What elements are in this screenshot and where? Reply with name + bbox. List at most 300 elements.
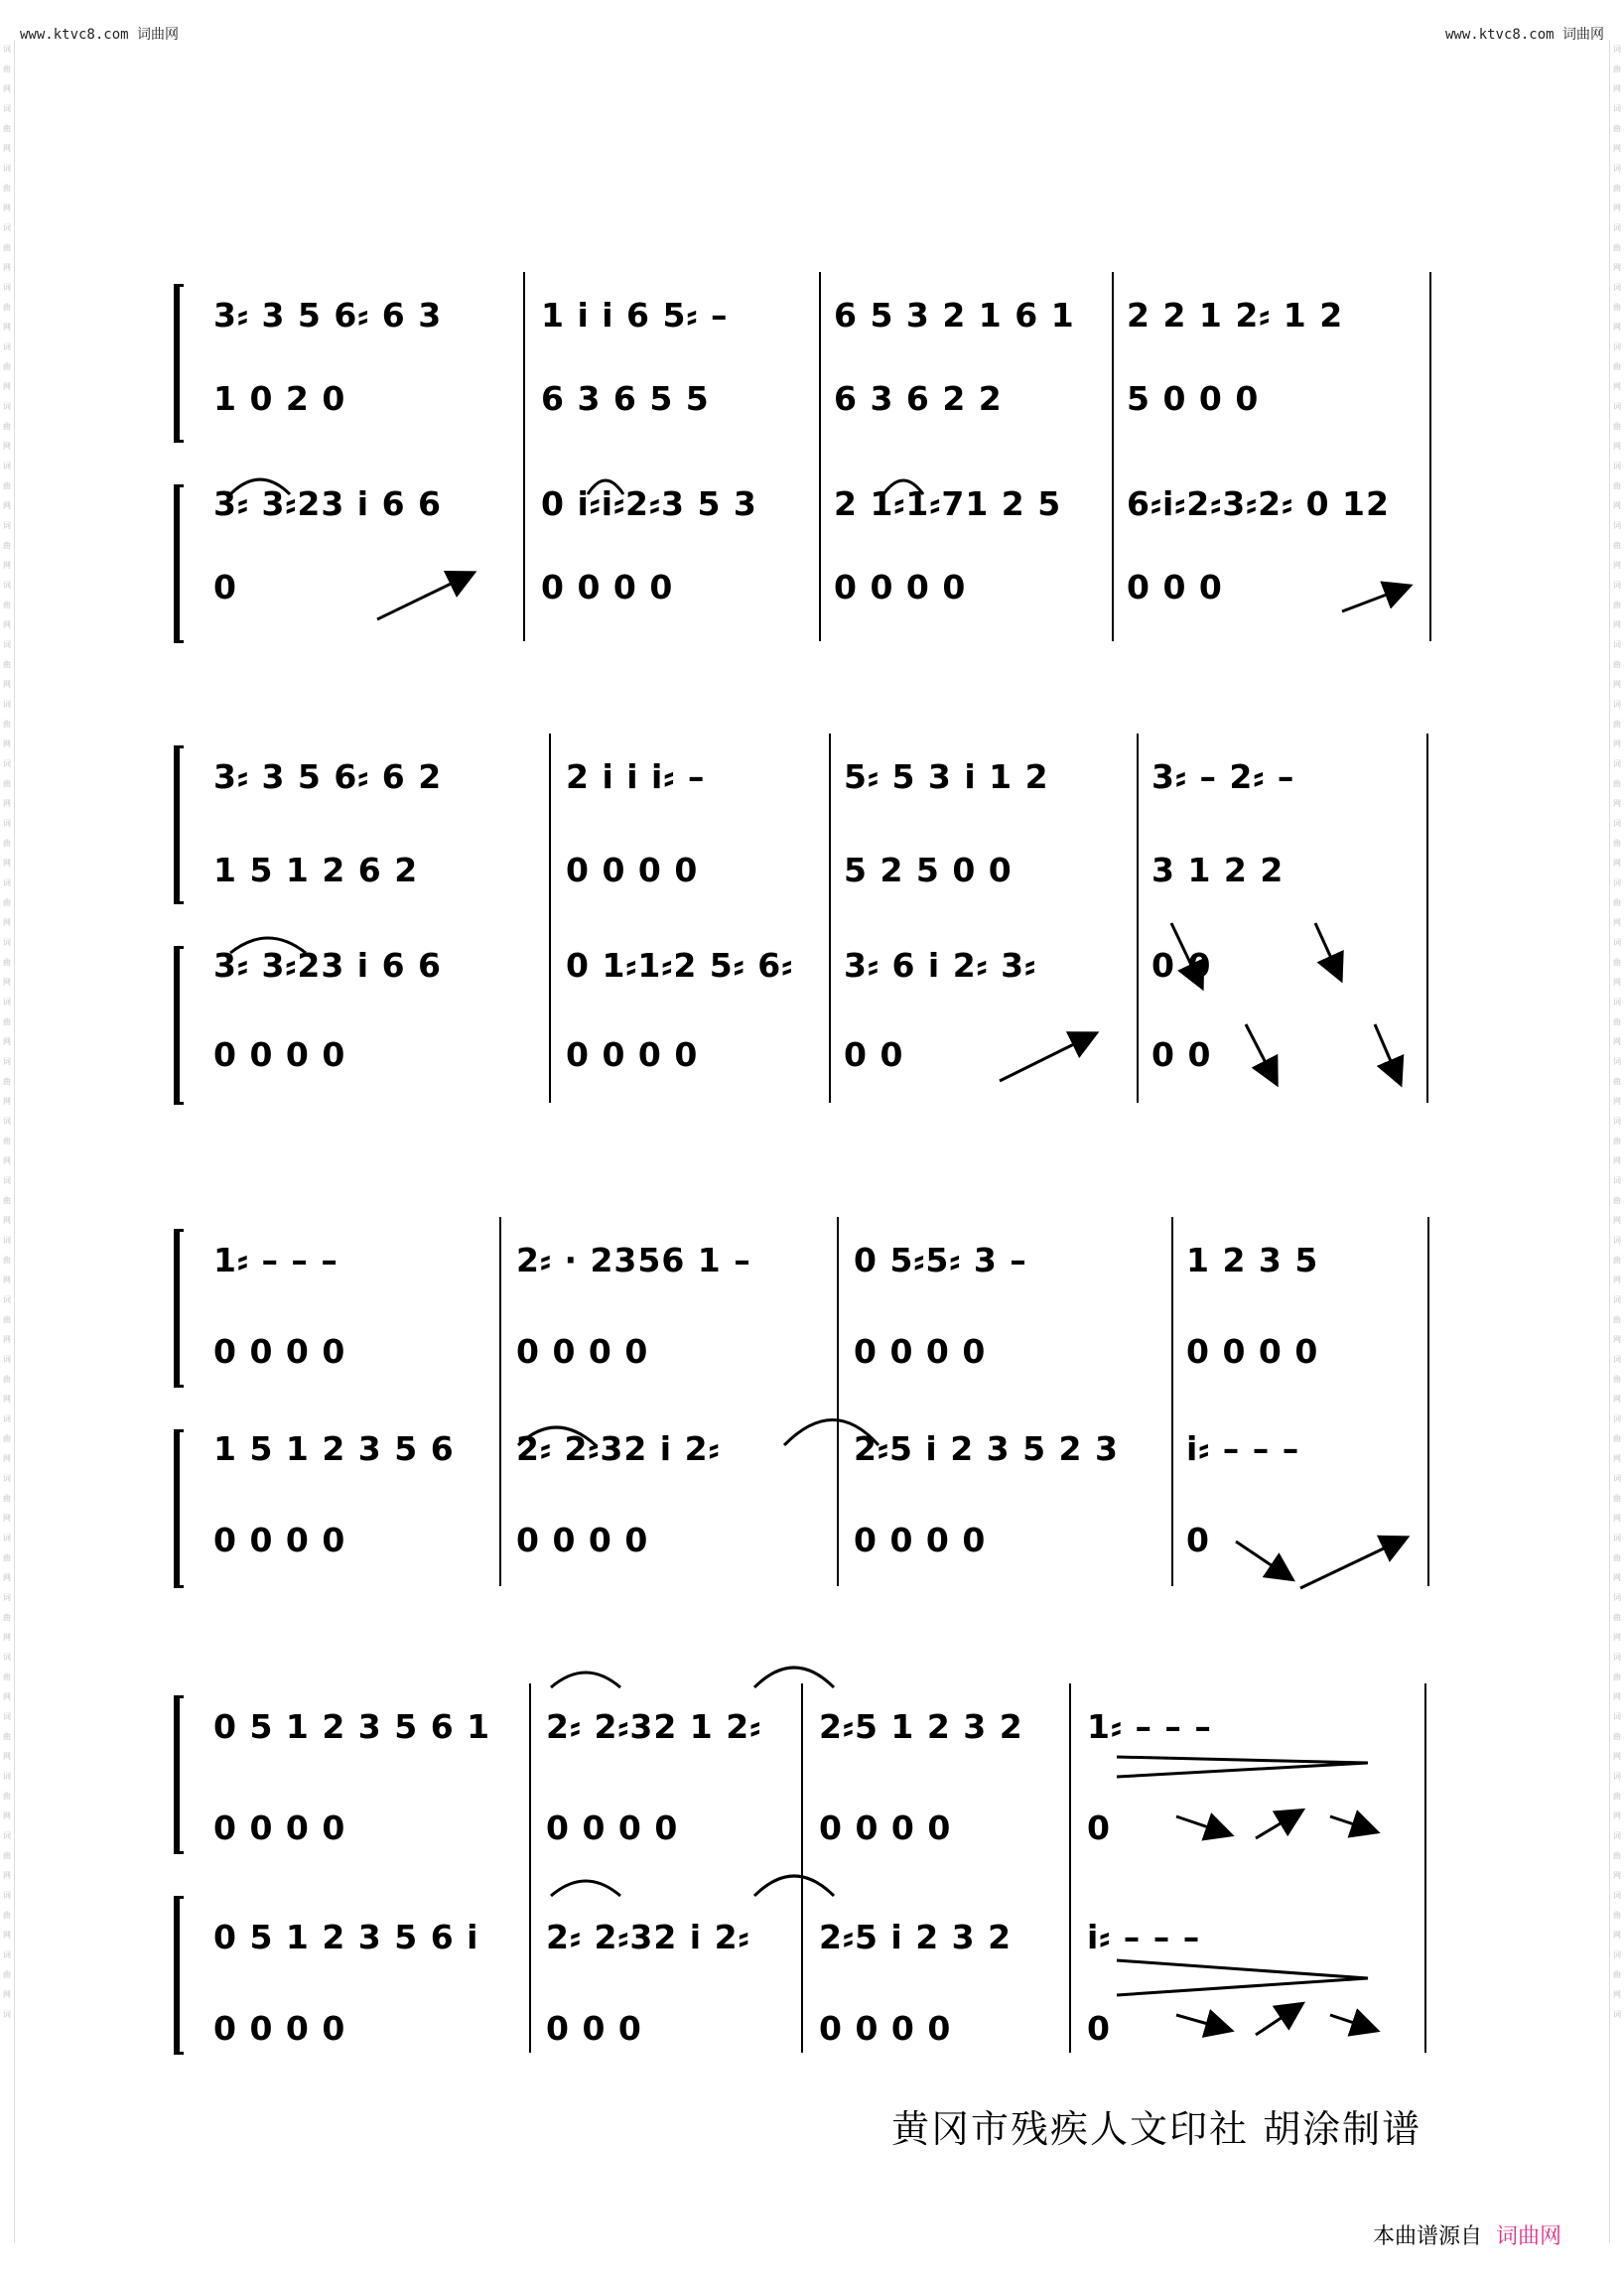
watermark-glyph: 曲 — [3, 1732, 11, 1741]
watermark-glyph: 词 — [3, 1772, 11, 1781]
watermark-glyph: 曲 — [3, 1673, 11, 1681]
watermark-glyph: 曲 — [3, 1851, 11, 1860]
watermark-glyph: 曲 — [1613, 1792, 1621, 1801]
measure: 0 0 0 0 — [546, 1809, 679, 1847]
watermark-glyph: 网 — [1613, 203, 1621, 212]
watermark-glyph: 曲 — [3, 243, 11, 252]
watermark-glyph: 网 — [1613, 1633, 1621, 1642]
watermark-glyph: 词 — [3, 402, 11, 411]
staff-bracket — [174, 1429, 184, 1588]
watermark-glyph: 网 — [3, 1692, 11, 1701]
measure: 3⸗ 6 i 2⸗ 3⸗ — [844, 946, 1037, 985]
measure: 0 5⸗5⸗ 3 – — [854, 1241, 1027, 1279]
watermark-glyph: 曲 — [3, 1613, 11, 1622]
staff-bracket — [174, 1695, 184, 1854]
watermark-glyph: 词 — [1613, 402, 1621, 411]
watermark-glyph: 网 — [3, 1514, 11, 1523]
notation-line — [213, 1503, 1444, 1586]
watermark-glyph: 词 — [3, 104, 11, 113]
notation-line — [213, 1791, 1444, 1874]
watermark-glyph: 曲 — [3, 601, 11, 609]
watermark-glyph: 曲 — [3, 1494, 11, 1503]
watermark-glyph: 词 — [1613, 1355, 1621, 1364]
watermark-glyph: 网 — [3, 263, 11, 272]
watermark-glyph: 网 — [3, 203, 11, 212]
measure: 6⸗i⸗2⸗3⸗2⸗ 0 12 — [1127, 484, 1390, 523]
watermark-glyph: 网 — [3, 1871, 11, 1880]
measure: 0 0 0 0 — [213, 1035, 346, 1074]
measure: 3⸗ – 2⸗ – — [1151, 757, 1295, 796]
watermark-glyph: 网 — [3, 561, 11, 570]
watermark-glyph: 词 — [1613, 164, 1621, 173]
source-prefix: 本曲谱源自 — [1373, 2224, 1483, 2249]
watermark-glyph: 词 — [1613, 462, 1621, 470]
measure: 2⸗ · 2356 1 – — [516, 1241, 751, 1279]
measure: 0 0 0 0 — [566, 851, 699, 889]
watermark-glyph: 网 — [1613, 1931, 1621, 1940]
measure: 3⸗ 3⸗23 i 6 6 — [213, 484, 443, 523]
watermark-glyph: 曲 — [1613, 839, 1621, 848]
watermark-glyph: 曲 — [3, 1137, 11, 1145]
watermark-glyph: 网 — [3, 1395, 11, 1404]
watermark-glyph: 网 — [3, 620, 11, 629]
watermark-glyph: 词 — [3, 700, 11, 709]
watermark-glyph: 词 — [3, 521, 11, 530]
watermark-glyph: 词 — [3, 164, 11, 173]
watermark-glyph: 曲 — [3, 1970, 11, 1979]
score-system-3 — [174, 1213, 1444, 1590]
watermark-glyph: 词 — [1613, 1414, 1621, 1423]
watermark-glyph: 网 — [3, 1573, 11, 1582]
right-watermark-strip — [1609, 40, 1624, 2243]
watermark-glyph: 词 — [3, 45, 11, 54]
watermark-glyph: 网 — [3, 1633, 11, 1642]
watermark-glyph: 曲 — [3, 1256, 11, 1265]
watermark-glyph: 词 — [3, 640, 11, 649]
watermark-glyph: 网 — [1613, 1216, 1621, 1225]
measure: 2⸗5 i 2 3 5 2 3 — [854, 1429, 1119, 1468]
measure: 0 0 — [844, 1035, 904, 1074]
watermark-glyph: 网 — [3, 382, 11, 391]
watermark-glyph: 网 — [1613, 144, 1621, 153]
watermark-glyph: 曲 — [1613, 1315, 1621, 1324]
watermark-glyph: 曲 — [1613, 1375, 1621, 1384]
watermark-glyph: 词 — [3, 1831, 11, 1840]
watermark-glyph: 曲 — [1613, 958, 1621, 967]
measure: 0 0 0 0 — [566, 1035, 699, 1074]
watermark-glyph: 词 — [1613, 521, 1621, 530]
watermark-glyph: 曲 — [3, 898, 11, 907]
header-left-watermark: www.ktvc8.com 词曲网 — [20, 27, 180, 43]
watermark-glyph: 网 — [3, 739, 11, 748]
notation-line — [213, 1991, 1444, 2075]
watermark-glyph: 曲 — [1613, 1911, 1621, 1920]
watermark-glyph: 网 — [3, 1156, 11, 1165]
measure: 0 — [1087, 1809, 1111, 1847]
watermark-glyph: 曲 — [1613, 1553, 1621, 1562]
watermark-glyph: 曲 — [1613, 1077, 1621, 1086]
measure: 6 3 6 2 2 — [834, 379, 1003, 418]
watermark-glyph: 曲 — [3, 1911, 11, 1920]
watermark-glyph: 词 — [1613, 283, 1621, 292]
watermark-glyph: 网 — [3, 1275, 11, 1284]
notation-line — [213, 1689, 1444, 1773]
watermark-glyph: 词 — [3, 878, 11, 887]
watermark-glyph: 网 — [1613, 918, 1621, 927]
watermark-glyph: 曲 — [3, 779, 11, 788]
notation-line — [213, 1223, 1444, 1306]
watermark-glyph: 词 — [1613, 819, 1621, 828]
measure: 3⸗ 3 5 6⸗ 6 2 — [213, 757, 443, 796]
measure: 0 5 1 2 3 5 6 1 — [213, 1707, 491, 1746]
watermark-glyph: 网 — [1613, 1811, 1621, 1820]
measure: 2 i i i⸗ – — [566, 757, 706, 796]
watermark-glyph: 词 — [1613, 1593, 1621, 1602]
watermark-glyph: 曲 — [3, 422, 11, 431]
notation-line — [213, 928, 1444, 1011]
watermark-glyph: 词 — [3, 1176, 11, 1185]
watermark-glyph: 网 — [1613, 263, 1621, 272]
measure: 2⸗5 i 2 3 2 — [819, 1918, 1013, 1956]
watermark-glyph: 网 — [3, 501, 11, 510]
watermark-glyph: 网 — [1613, 1037, 1621, 1046]
source-brand-link[interactable]: 词曲网 — [1496, 2224, 1562, 2249]
watermark-glyph: 网 — [1613, 1395, 1621, 1404]
watermark-glyph: 词 — [3, 1950, 11, 1959]
watermark-glyph: 词 — [3, 223, 11, 232]
watermark-glyph: 词 — [3, 1593, 11, 1602]
watermark-glyph: 网 — [3, 323, 11, 332]
watermark-glyph: 网 — [3, 859, 11, 868]
measure: 0 0 — [1151, 1035, 1212, 1074]
watermark-glyph: 曲 — [1613, 779, 1621, 788]
measure: 1 5 1 2 6 2 — [213, 851, 419, 889]
watermark-glyph: 词 — [1613, 1176, 1621, 1185]
watermark-glyph: 网 — [1613, 1990, 1621, 1999]
watermark-glyph: 网 — [1613, 680, 1621, 689]
staff-bracket — [174, 1896, 184, 2055]
watermark-glyph: 词 — [1613, 1236, 1621, 1245]
watermark-glyph: 词 — [3, 759, 11, 768]
watermark-glyph: 词 — [3, 1474, 11, 1483]
watermark-glyph: 词 — [1613, 45, 1621, 54]
measure: 0 5 1 2 3 5 6 i — [213, 1918, 479, 1956]
watermark-glyph: 曲 — [3, 481, 11, 490]
measure: 3 1 2 2 — [1151, 851, 1285, 889]
watermark-glyph: 曲 — [1613, 1851, 1621, 1860]
measure: 2⸗ 2⸗32 i 2⸗ — [546, 1918, 750, 1956]
watermark-glyph: 网 — [3, 1335, 11, 1344]
watermark-glyph: 曲 — [3, 1553, 11, 1562]
watermark-glyph: 词 — [3, 462, 11, 470]
measure: 0 — [1186, 1521, 1210, 1559]
notation-line — [213, 1314, 1444, 1398]
watermark-glyph: 网 — [1613, 1573, 1621, 1582]
measure: 0 i⸗i⸗2⸗3 5 3 — [541, 484, 757, 523]
watermark-glyph: 网 — [1613, 1097, 1621, 1106]
watermark-glyph: 词 — [1613, 1534, 1621, 1542]
watermark-glyph: 词 — [3, 1653, 11, 1662]
watermark-glyph: 曲 — [1613, 720, 1621, 729]
watermark-glyph: 网 — [1613, 1692, 1621, 1701]
watermark-glyph: 词 — [3, 1712, 11, 1721]
watermark-glyph: 词 — [1613, 1772, 1621, 1781]
measure: 2 2 1 2⸗ 1 2 — [1127, 296, 1344, 335]
watermark-glyph: 曲 — [3, 1315, 11, 1324]
header-right-watermark: www.ktvc8.com 词曲网 — [1444, 27, 1604, 43]
watermark-glyph: 网 — [1613, 84, 1621, 93]
measure: 0 0 0 0 — [834, 568, 967, 606]
staff-bracket — [174, 745, 184, 904]
watermark-glyph: 曲 — [1613, 1673, 1621, 1681]
measure: 0 0 0 0 — [541, 568, 674, 606]
watermark-glyph: 网 — [3, 1931, 11, 1940]
watermark-glyph: 网 — [1613, 442, 1621, 451]
watermark-glyph: 网 — [3, 1752, 11, 1761]
watermark-glyph: 曲 — [1613, 898, 1621, 907]
watermark-glyph: 网 — [1613, 1871, 1621, 1880]
watermark-glyph: 词 — [1613, 342, 1621, 351]
measure: 1⸗ – – – — [213, 1241, 338, 1279]
watermark-glyph: 词 — [3, 581, 11, 590]
watermark-glyph: 网 — [1613, 323, 1621, 332]
watermark-glyph: 曲 — [3, 720, 11, 729]
watermark-glyph: 曲 — [1613, 1196, 1621, 1205]
watermark-glyph: 词 — [1613, 1712, 1621, 1721]
watermark-glyph: 网 — [3, 1811, 11, 1820]
watermark-glyph: 曲 — [3, 124, 11, 133]
watermark-glyph: 曲 — [1613, 481, 1621, 490]
measure: 0 0 0 0 — [516, 1521, 649, 1559]
watermark-glyph: 网 — [3, 1216, 11, 1225]
watermark-glyph: 词 — [1613, 1950, 1621, 1959]
measure: 0 0 0 0 — [213, 1332, 346, 1371]
watermark-glyph: 网 — [3, 84, 11, 93]
watermark-glyph: 词 — [3, 2010, 11, 2019]
watermark-glyph: 网 — [1613, 1752, 1621, 1761]
watermark-glyph: 网 — [3, 978, 11, 987]
watermark-glyph: 词 — [1613, 1295, 1621, 1304]
watermark-glyph: 词 — [1613, 878, 1621, 887]
watermark-glyph: 曲 — [3, 958, 11, 967]
notation-line — [213, 1900, 1444, 1983]
watermark-glyph: 词 — [1613, 938, 1621, 947]
watermark-glyph: 网 — [1613, 1156, 1621, 1165]
watermark-glyph: 词 — [1613, 640, 1621, 649]
watermark-glyph: 词 — [1613, 1057, 1621, 1066]
watermark-glyph: 词 — [1613, 1831, 1621, 1840]
arranger-credit: 黄冈市残疾人文印社 胡涂制谱 — [891, 2107, 1422, 2151]
measure: 3⸗ 3⸗23 i 6 6 — [213, 946, 443, 985]
watermark-glyph: 曲 — [3, 1077, 11, 1086]
measure: i⸗ – – – — [1186, 1429, 1300, 1468]
staff-bracket — [174, 284, 184, 443]
measure: 2⸗ 2⸗32 i 2⸗ — [516, 1429, 721, 1468]
watermark-glyph: 曲 — [1613, 65, 1621, 73]
watermark-glyph: 词 — [3, 283, 11, 292]
watermark-glyph: 词 — [3, 998, 11, 1006]
measure: 0 0 0 0 — [854, 1521, 987, 1559]
measure: 0 — [213, 568, 237, 606]
measure: 0 1⸗1⸗2 5⸗ 6⸗ — [566, 946, 794, 985]
watermark-glyph: 网 — [3, 799, 11, 808]
watermark-glyph: 曲 — [3, 1792, 11, 1801]
score-system-2 — [174, 730, 1444, 1107]
measure: 1 2 3 5 — [1186, 1241, 1319, 1279]
measure: 0 0 0 0 — [213, 1521, 346, 1559]
watermark-glyph: 曲 — [1613, 1017, 1621, 1026]
watermark-glyph: 词 — [1613, 104, 1621, 113]
notation-line — [213, 739, 1444, 823]
watermark-glyph: 曲 — [1613, 184, 1621, 193]
watermark-glyph: 曲 — [1613, 1494, 1621, 1503]
watermark-glyph: 词 — [1613, 700, 1621, 709]
watermark-glyph: 曲 — [1613, 1256, 1621, 1265]
notation-line — [213, 361, 1444, 445]
staff-bracket — [174, 946, 184, 1105]
measure: 0 0 0 0 — [213, 1809, 346, 1847]
watermark-glyph: 曲 — [1613, 362, 1621, 371]
watermark-glyph: 曲 — [1613, 601, 1621, 609]
measure: i⸗ – – – — [1087, 1918, 1201, 1956]
measure: 0 — [1087, 2009, 1111, 2048]
watermark-glyph: 曲 — [3, 1017, 11, 1026]
watermark-glyph: 网 — [1613, 1454, 1621, 1463]
watermark-glyph: 曲 — [1613, 1732, 1621, 1741]
watermark-glyph: 网 — [3, 918, 11, 927]
notation-line — [213, 467, 1444, 550]
watermark-glyph: 网 — [1613, 561, 1621, 570]
watermark-glyph: 网 — [3, 680, 11, 689]
watermark-glyph: 词 — [1613, 998, 1621, 1006]
measure: 2⸗ 2⸗32 1 2⸗ — [546, 1707, 762, 1746]
watermark-glyph: 词 — [1613, 223, 1621, 232]
watermark-glyph: 网 — [1613, 620, 1621, 629]
watermark-glyph: 曲 — [3, 362, 11, 371]
watermark-glyph: 词 — [3, 1414, 11, 1423]
watermark-glyph: 曲 — [1613, 1137, 1621, 1145]
staff-bracket — [174, 484, 184, 643]
measure: 6 3 6 5 5 — [541, 379, 710, 418]
watermark-glyph: 词 — [3, 1057, 11, 1066]
watermark-glyph: 曲 — [1613, 243, 1621, 252]
watermark-glyph: 网 — [1613, 501, 1621, 510]
measure: 5⸗ 5 3 i 1 2 — [844, 757, 1049, 796]
watermark-glyph: 词 — [1613, 1474, 1621, 1483]
watermark-glyph: 词 — [1613, 1117, 1621, 1126]
measure: 0 0 0 — [1127, 568, 1223, 606]
watermark-glyph: 词 — [1613, 2010, 1621, 2019]
notation-line — [213, 833, 1444, 916]
watermark-glyph: 曲 — [1613, 303, 1621, 312]
watermark-glyph: 词 — [3, 1355, 11, 1364]
measure: 0 0 0 0 — [516, 1332, 649, 1371]
watermark-glyph: 曲 — [1613, 422, 1621, 431]
watermark-glyph: 曲 — [1613, 1970, 1621, 1979]
notation-line — [213, 1411, 1444, 1495]
watermark-glyph: 网 — [1613, 382, 1621, 391]
watermark-glyph: 曲 — [3, 1196, 11, 1205]
measure: 0 0 0 — [546, 2009, 642, 2048]
measure: 0 0 0 0 — [1186, 1332, 1319, 1371]
staff-bracket — [174, 1229, 184, 1388]
watermark-glyph: 曲 — [3, 839, 11, 848]
watermark-glyph: 词 — [3, 1891, 11, 1900]
measure: 5 2 5 0 0 — [844, 851, 1013, 889]
watermark-glyph: 曲 — [1613, 541, 1621, 550]
watermark-glyph: 网 — [3, 1097, 11, 1106]
measure: 2⸗5 1 2 3 2 — [819, 1707, 1023, 1746]
watermark-glyph: 曲 — [3, 1375, 11, 1384]
watermark-glyph: 曲 — [1613, 124, 1621, 133]
watermark-glyph: 网 — [1613, 1335, 1621, 1344]
watermark-glyph: 曲 — [3, 184, 11, 193]
watermark-glyph: 词 — [3, 1295, 11, 1304]
watermark-glyph: 网 — [1613, 1514, 1621, 1523]
watermark-glyph: 曲 — [3, 303, 11, 312]
watermark-glyph: 曲 — [3, 660, 11, 669]
measure: 0 0 0 0 — [819, 1809, 952, 1847]
score-system-1 — [174, 268, 1444, 645]
watermark-glyph: 网 — [1613, 799, 1621, 808]
watermark-glyph: 词 — [1613, 1653, 1621, 1662]
measure: 1 i i 6 5⸗ – — [541, 296, 729, 335]
watermark-glyph: 网 — [1613, 859, 1621, 868]
watermark-glyph: 网 — [3, 1037, 11, 1046]
measure: 2 1⸗1⸗71 2 5 — [834, 484, 1062, 523]
measure: 1 0 2 0 — [213, 379, 346, 418]
watermark-glyph: 词 — [3, 819, 11, 828]
watermark-glyph: 词 — [1613, 581, 1621, 590]
watermark-glyph: 词 — [1613, 759, 1621, 768]
measure: 0 0 0 0 — [213, 2009, 346, 2048]
notation-line — [213, 550, 1444, 633]
watermark-glyph: 网 — [1613, 978, 1621, 987]
watermark-glyph: 网 — [3, 1990, 11, 1999]
measure: 0 0 — [1151, 946, 1212, 985]
watermark-glyph: 网 — [3, 442, 11, 451]
watermark-glyph: 网 — [1613, 739, 1621, 748]
watermark-glyph: 曲 — [3, 65, 11, 73]
watermark-glyph: 曲 — [1613, 660, 1621, 669]
watermark-glyph: 网 — [3, 1454, 11, 1463]
watermark-glyph: 词 — [3, 938, 11, 947]
watermark-glyph: 曲 — [3, 1434, 11, 1443]
left-watermark-strip — [0, 40, 15, 2243]
measure: 0 0 0 0 — [854, 1332, 987, 1371]
measure: 1⸗ – – – — [1087, 1707, 1212, 1746]
watermark-glyph: 曲 — [1613, 1613, 1621, 1622]
measure: 6 5 3 2 1 6 1 — [834, 296, 1075, 335]
watermark-glyph: 词 — [3, 342, 11, 351]
measure: 0 0 0 0 — [819, 2009, 952, 2048]
watermark-glyph: 词 — [3, 1117, 11, 1126]
watermark-glyph: 曲 — [3, 541, 11, 550]
watermark-glyph: 曲 — [1613, 1434, 1621, 1443]
source-footer — [1373, 2219, 1561, 2250]
measure: 1 5 1 2 3 5 6 — [213, 1429, 455, 1468]
watermark-glyph: 网 — [1613, 1275, 1621, 1284]
watermark-glyph: 词 — [1613, 1891, 1621, 1900]
score-system-4 — [174, 1679, 1444, 2057]
watermark-glyph: 词 — [3, 1236, 11, 1245]
watermark-glyph: 词 — [3, 1534, 11, 1542]
notation-line — [213, 1017, 1444, 1101]
measure: 5 0 0 0 — [1127, 379, 1260, 418]
watermark-glyph: 网 — [3, 144, 11, 153]
measure: 3⸗ 3 5 6⸗ 6 3 — [213, 296, 443, 335]
notation-line — [213, 278, 1444, 361]
